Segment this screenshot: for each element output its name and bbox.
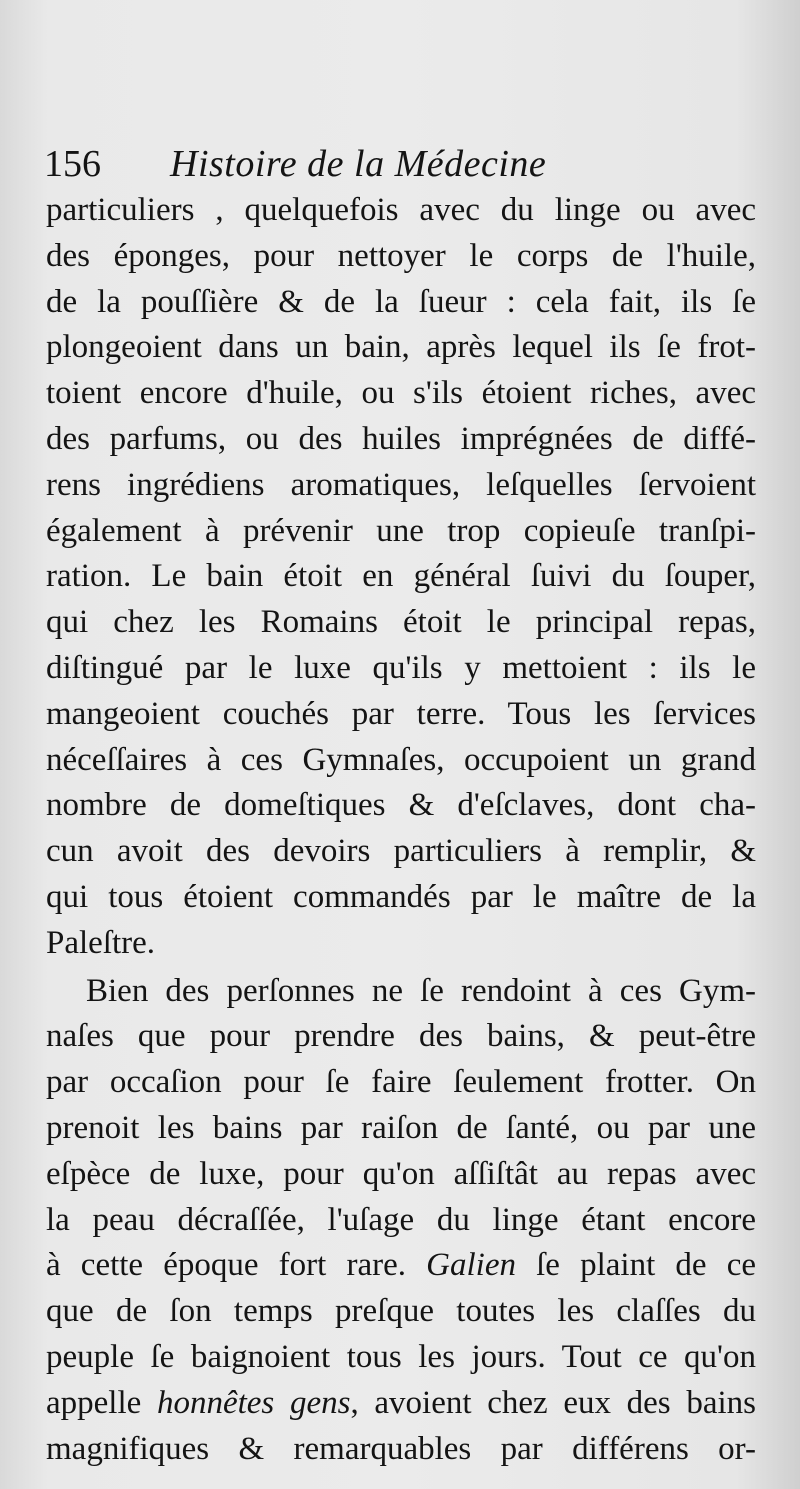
text-line: des parfums, ou des huiles imprégnées de diffé- [46, 420, 756, 457]
text-line: mangeoient couchés par terre. Tous les ſervices [46, 695, 756, 732]
text-segment: à cette époque fort rare. [46, 1247, 427, 1284]
text-line: néceſſaires à ces Gymnaſes, occupoient un grand [46, 741, 756, 778]
italic-phrase-honnetes-gens: honnêtes gens [156, 1384, 351, 1421]
paragraph-1 [46, 188, 756, 967]
text-line: nombre de domeſtiques & d'eſclaves, dont cha- [46, 787, 756, 824]
text-line: par occaſion pour ſe faire ſeulement frotter. On [46, 1064, 756, 1101]
text-line: Bien des perſonnes ne ſe rendoint à ces Gym- [86, 972, 756, 1009]
text-line-with-italic [46, 1381, 756, 1427]
text-line: des éponges, pour nettoyer le corps de l'huile, [46, 237, 756, 274]
text-line: rens ingrédiens aromatiques, leſquelles ſervoient [46, 466, 756, 503]
page-number: 156 [44, 143, 101, 185]
text-line: Paleſtre. [46, 924, 156, 961]
text-segment: ſe plaint de ce [515, 1247, 756, 1284]
text-line: magnifiques & remarquables par différens or- [46, 1430, 756, 1467]
text-segment: , avoient chez eux des bains [350, 1384, 756, 1421]
text-line: ration. Le bain étoit en général ſuivi du ſouper, [46, 558, 756, 595]
text-line: plongeoient dans un bain, après lequel ils ſe frot- [46, 329, 756, 366]
text-line: également à prévenir une trop copieuſe tranſpi- [46, 512, 756, 549]
paragraph-2 [46, 969, 756, 1473]
text-line: prenoit les bains par raiſon de ſanté, ou par une [46, 1109, 756, 1146]
text-line: qui chez les Romains étoit le principal repas, [46, 604, 756, 641]
text-segment: appelle [46, 1384, 157, 1421]
body-text [46, 188, 756, 1472]
text-line: de la pouſſière & de la ſueur : cela fait, ils ſe [46, 283, 756, 320]
text-line: particuliers , quelquefois avec du linge ou avec [46, 192, 756, 228]
text-line: naſes que pour prendre des bains, & peut-être [46, 1018, 756, 1055]
text-line: toient encore d'huile, ou s'ils étoient riches, avec [46, 375, 756, 412]
text-line: cun avoit des devoirs particuliers à remplir, & [46, 833, 756, 870]
italic-name-galien: Galien [426, 1247, 516, 1284]
text-line: peuple ſe baignoient tous les jours. Tout ce qu'on [46, 1338, 756, 1375]
running-title: Histoire de la Médecine [170, 143, 547, 185]
text-line: que de ſon temps preſque toutes les claſſes du [46, 1293, 756, 1330]
text-line: la peau décraſſée, l'uſage du linge étant encore [46, 1201, 756, 1238]
text-line-with-italic [46, 1243, 756, 1289]
text-line: eſpèce de luxe, pour qu'on aſſiſtât au repas avec [46, 1155, 756, 1192]
text-line: diſtingué par le luxe qu'ils y mettoient : ils le [46, 649, 756, 686]
text-line: qui tous étoient commandés par le maître de la [46, 878, 756, 915]
page-header [44, 140, 764, 188]
